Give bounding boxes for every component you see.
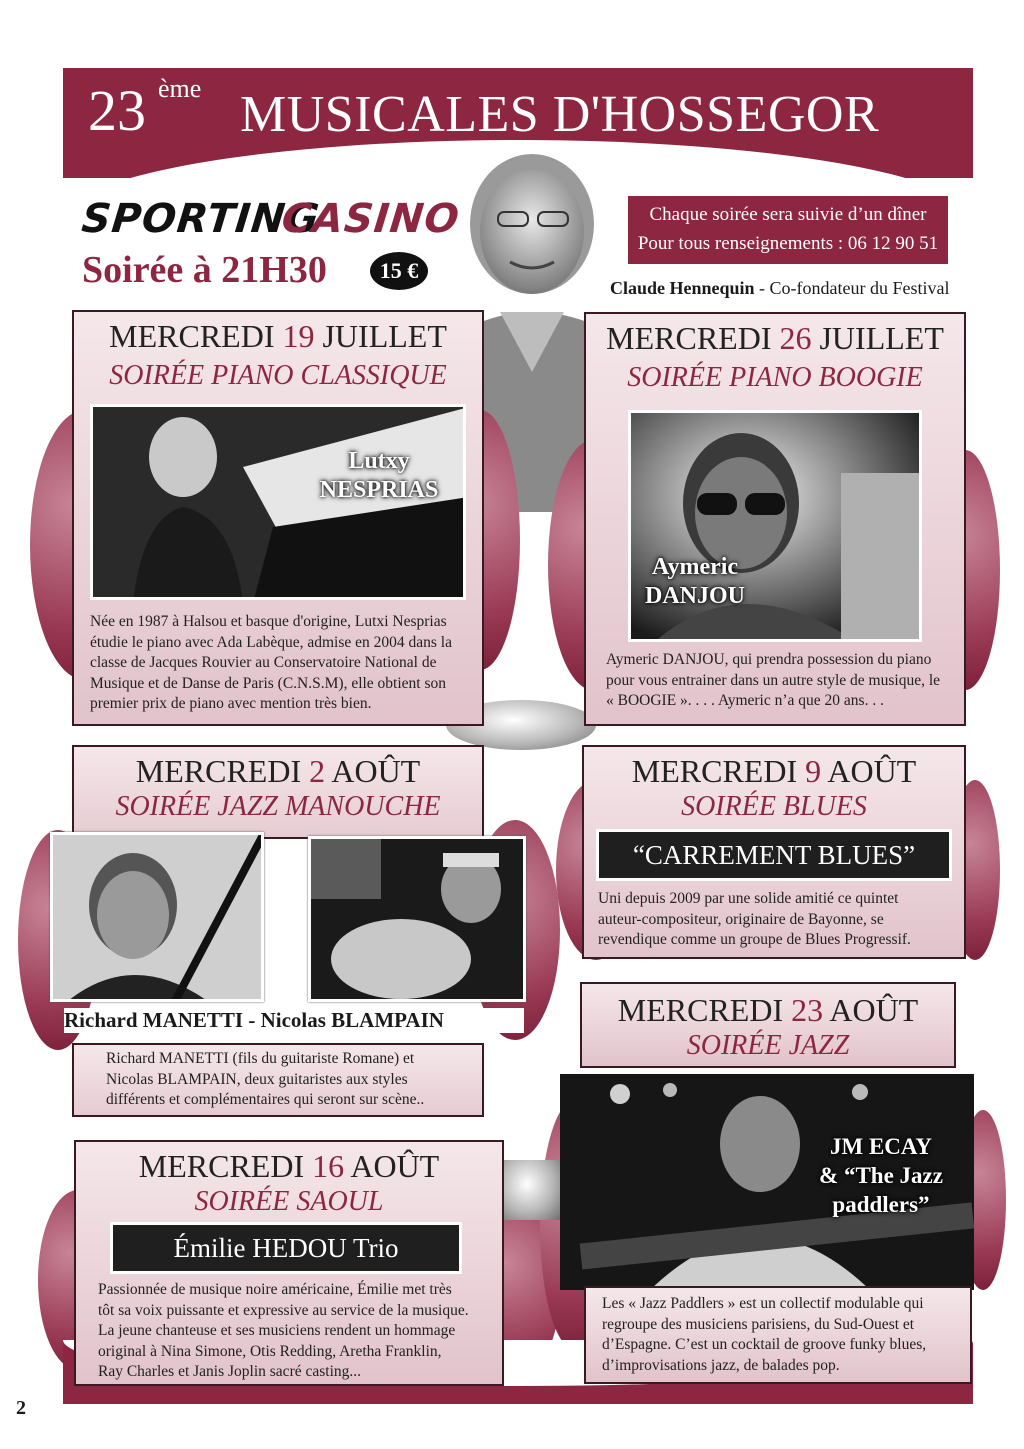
band-title: Émilie HEDOU Trio xyxy=(110,1222,462,1274)
page-title: MUSICALES D'HOSSEGOR xyxy=(240,86,880,143)
event-description: Richard MANETTI (fils du guitariste Romane) et Nicolas BLAMPAIN, deux guitaristes aux styles différents et complémentaires qui seront sur scène.. xyxy=(106,1050,425,1108)
page-number: 2 xyxy=(16,1397,26,1419)
event-type: SOIRÉE JAZZ xyxy=(686,1030,850,1061)
event-card-9-aout xyxy=(582,745,966,959)
event-date: MERCREDI 16 AOÛT xyxy=(138,1148,440,1184)
event-type: SOIRÉE PIANO CLASSIQUE xyxy=(109,360,447,391)
soiree-time xyxy=(82,248,327,292)
event-month: JUILLET xyxy=(322,318,447,354)
artist-name: JM ECAY & “The Jazz paddlers” xyxy=(819,1134,943,1217)
artist-name: Lutxy NESPRIAS xyxy=(319,448,439,503)
founder-caption xyxy=(610,278,950,299)
event-day: MERCREDI xyxy=(109,318,275,354)
band-title: “CARREMENT BLUES” xyxy=(596,829,952,881)
event-description: Uni depuis 2009 par une solide amitié ce quintet auteur-compositeur, originaire de Bayonne, se revendique comme un groupe de Blues Progressif. xyxy=(598,890,911,948)
deco-block xyxy=(500,1160,560,1220)
event-description: Aymeric DANJOU, qui prendra possession du piano pour vous entrainer dans un autre style de musique, le « BOOGIE ». . . . Aymeric n’a que 20 ans. . . xyxy=(606,651,941,709)
artist-photo-ecay xyxy=(560,1074,974,1290)
founder-role: - Co-fondateur du Festival xyxy=(754,278,950,298)
founder-name: Claude Hennequin xyxy=(610,278,755,298)
event-date: MERCREDI 23 AOÛT xyxy=(617,992,919,1028)
event-date: MERCREDI 2 AOÛT xyxy=(135,753,421,789)
event-type: SOIRÉE JAZZ MANOUCHE xyxy=(115,791,441,822)
artist-photo xyxy=(90,404,466,600)
event-date xyxy=(74,318,482,355)
artist-photo-blampain xyxy=(308,836,526,1002)
logo-sporting: SPORTING xyxy=(79,196,323,242)
artist-photo xyxy=(628,410,922,642)
event-type: SOIRÉE SAOUL xyxy=(194,1186,384,1217)
event-card-26-juillet xyxy=(584,312,966,726)
price-badge: 15 € xyxy=(370,252,428,290)
info-line-1: Chaque soirée sera suivie d’un dîner xyxy=(649,204,927,225)
event-date: MERCREDI 9 AOÛT xyxy=(631,753,917,789)
logo-casino: CASINO xyxy=(279,196,462,242)
artists-names: Richard MANETTI - Nicolas BLAMPAIN xyxy=(64,1008,524,1033)
event-description: Les « Jazz Paddlers » est un collectif modulable qui regroupe des musiciens parisiens, du Sud-Ouest et d’Espagne. C’est un cocktail de groove funky blues, d’improvisations jazz, de balades pop. xyxy=(602,1295,927,1374)
info-line-2: Pour tous renseignements : 06 12 90 51 94 xyxy=(637,233,939,283)
event-card-19-juillet xyxy=(72,310,484,726)
artist-name: Aymeric DANJOU xyxy=(645,554,745,609)
event-card-16-aout xyxy=(74,1140,504,1386)
event-card-23-aout-head xyxy=(580,982,956,1068)
event-date-num: 19 xyxy=(282,318,315,354)
title-number: 23 xyxy=(88,78,146,143)
event-type: SOIRÉE PIANO BOOGIE xyxy=(627,362,923,393)
time-value: 21H30 xyxy=(221,249,327,291)
event-description: Née en 1987 à Halsou et basque d'origine, Lutxi Nesprias étudie le piano avec Ada Labèque, admise en 2004 dans la classe de Jacques Rouvier au Conservatoire National de Musique et de Danse de Paris (C.N.S.M), elle obtient son premier prix de piano avec mention très bien. xyxy=(90,613,452,712)
event-date: MERCREDI 26 JUILLET xyxy=(606,320,944,356)
title-superscript: ème xyxy=(158,74,202,103)
event-description: Passionnée de musique noire américaine, Émilie met très tôt sa voix puissante et expressive au service de la musique. La jeune chanteuse et ses musiciens rendent un hommage original à Nina Simone, Otis Redding, Aretha Franklin, Ray Charles et Janis Joplin sacré casting... xyxy=(98,1281,469,1380)
info-box xyxy=(628,196,948,283)
event-type: SOIRÉE BLUES xyxy=(681,791,867,822)
event-card-23-aout-foot xyxy=(584,1286,972,1384)
time-prefix: Soirée à xyxy=(82,249,222,291)
artist-photo-manetti xyxy=(50,832,264,1002)
